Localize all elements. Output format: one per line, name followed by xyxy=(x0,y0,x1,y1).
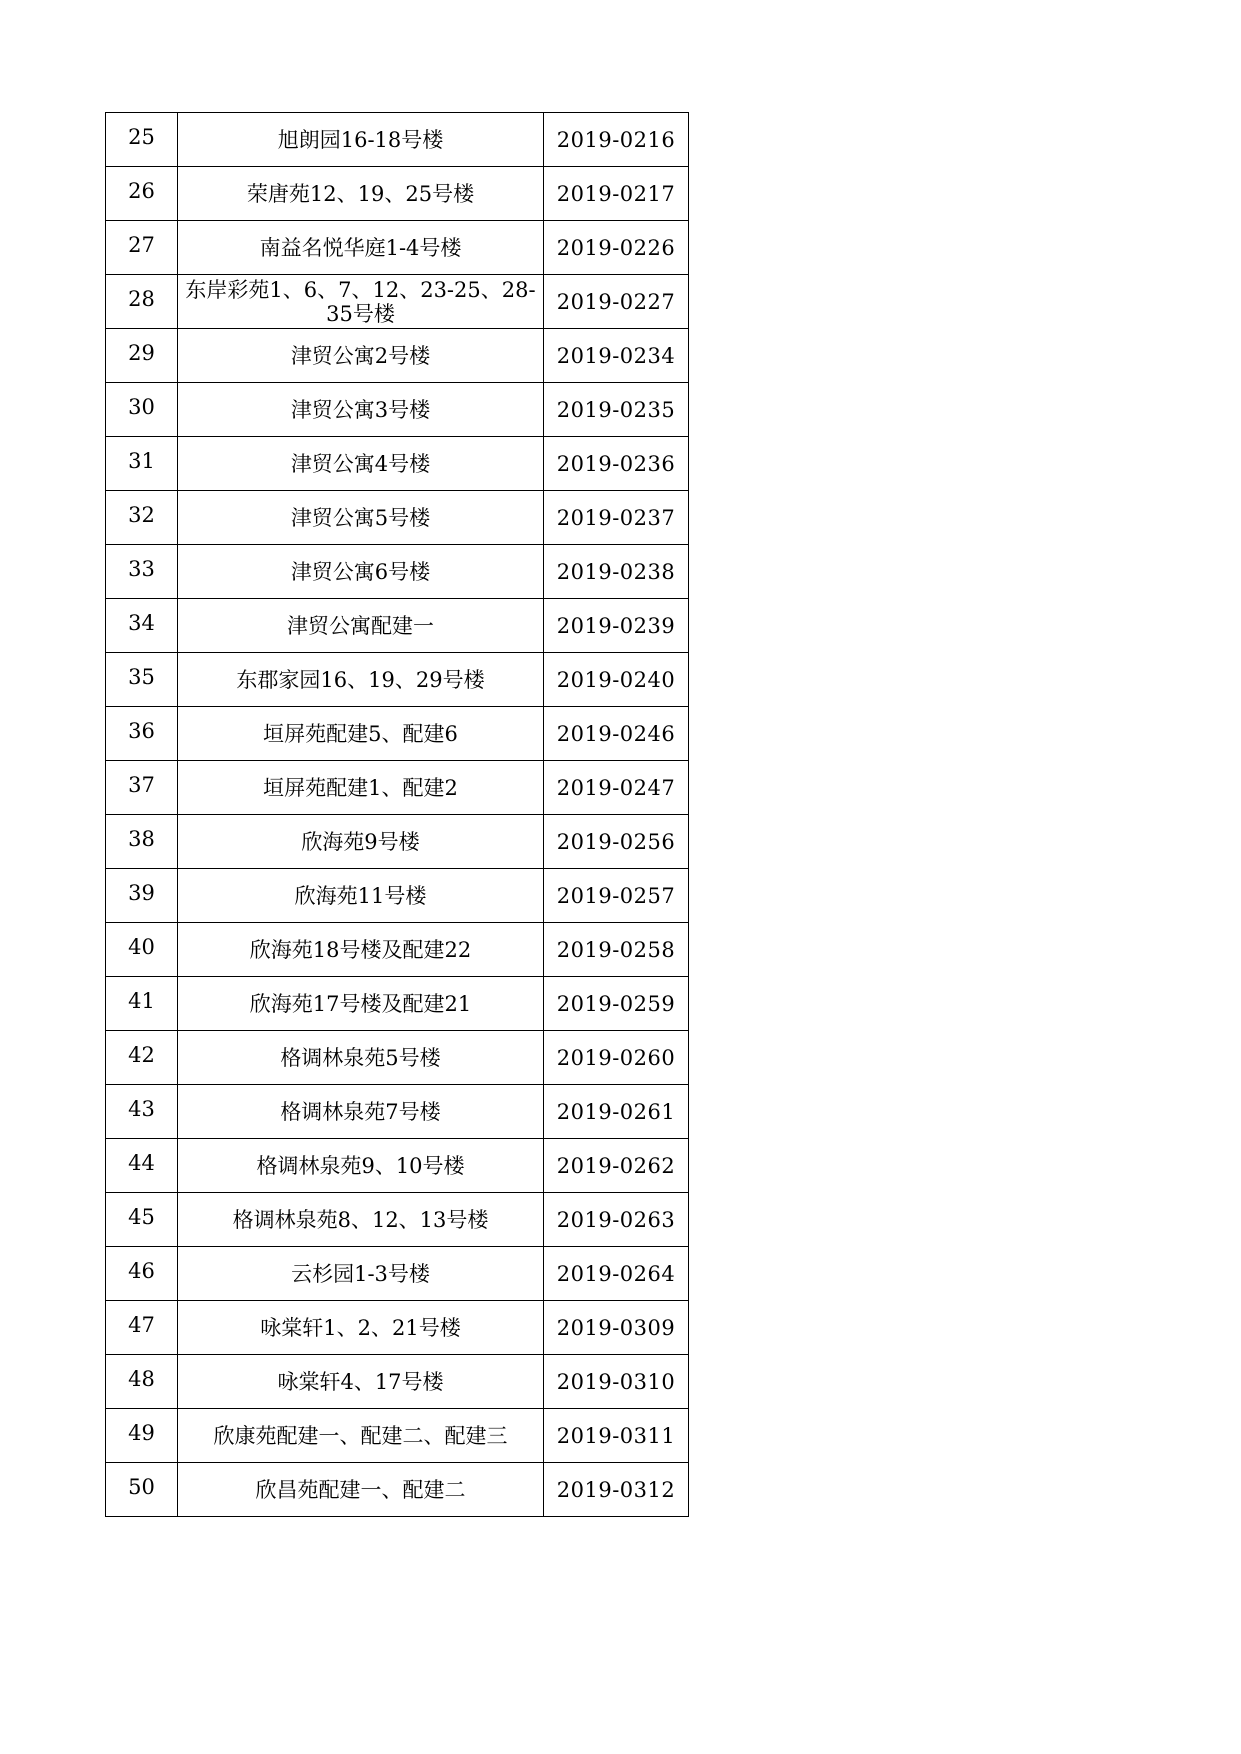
table-row xyxy=(106,599,689,653)
row-number: 27 xyxy=(106,221,178,275)
row-number: 31 xyxy=(106,437,178,491)
table-row xyxy=(106,329,689,383)
record-code: 2019-0226 xyxy=(544,221,689,275)
table-row xyxy=(106,923,689,977)
row-number: 35 xyxy=(106,653,178,707)
row-number: 46 xyxy=(106,1247,178,1301)
project-name: 津贸公寓3号楼 xyxy=(178,383,544,437)
row-number: 25 xyxy=(106,113,178,167)
project-name: 格调林泉苑9、10号楼 xyxy=(178,1139,544,1193)
project-name: 津贸公寓2号楼 xyxy=(178,329,544,383)
project-name: 旭朗园16-18号楼 xyxy=(178,113,544,167)
record-code: 2019-0234 xyxy=(544,329,689,383)
row-number: 47 xyxy=(106,1301,178,1355)
record-code: 2019-0259 xyxy=(544,977,689,1031)
project-name: 垣屏苑配建1、配建2 xyxy=(178,761,544,815)
project-name: 津贸公寓4号楼 xyxy=(178,437,544,491)
record-code: 2019-0239 xyxy=(544,599,689,653)
row-number: 43 xyxy=(106,1085,178,1139)
project-name: 欣昌苑配建一、配建二 xyxy=(178,1463,544,1517)
record-code: 2019-0246 xyxy=(544,707,689,761)
project-name: 欣海苑11号楼 xyxy=(178,869,544,923)
row-number: 34 xyxy=(106,599,178,653)
table-row xyxy=(106,113,689,167)
row-number: 45 xyxy=(106,1193,178,1247)
record-code: 2019-0264 xyxy=(544,1247,689,1301)
record-code: 2019-0217 xyxy=(544,167,689,221)
project-name: 津贸公寓配建一 xyxy=(178,599,544,653)
table-row xyxy=(106,1463,689,1517)
project-name: 南益名悦华庭1-4号楼 xyxy=(178,221,544,275)
record-code: 2019-0311 xyxy=(544,1409,689,1463)
record-code: 2019-0235 xyxy=(544,383,689,437)
row-number: 48 xyxy=(106,1355,178,1409)
project-name: 荣唐苑12、19、25号楼 xyxy=(178,167,544,221)
row-number: 41 xyxy=(106,977,178,1031)
record-code: 2019-0310 xyxy=(544,1355,689,1409)
table-row xyxy=(106,545,689,599)
table-row xyxy=(106,167,689,221)
record-code: 2019-0216 xyxy=(544,113,689,167)
row-number: 39 xyxy=(106,869,178,923)
project-name: 咏棠轩1、2、21号楼 xyxy=(178,1301,544,1355)
table-row xyxy=(106,1247,689,1301)
project-name: 云杉园1-3号楼 xyxy=(178,1247,544,1301)
project-name: 格调林泉苑8、12、13号楼 xyxy=(178,1193,544,1247)
table-row xyxy=(106,707,689,761)
project-name: 欣海苑17号楼及配建21 xyxy=(178,977,544,1031)
project-name: 东郡家园16、19、29号楼 xyxy=(178,653,544,707)
project-name: 格调林泉苑7号楼 xyxy=(178,1085,544,1139)
table-body xyxy=(106,113,689,1517)
row-number: 30 xyxy=(106,383,178,437)
record-code: 2019-0238 xyxy=(544,545,689,599)
table-row xyxy=(106,275,689,329)
data-table xyxy=(105,112,689,1517)
table-row xyxy=(106,1031,689,1085)
row-number: 37 xyxy=(106,761,178,815)
table-row xyxy=(106,1409,689,1463)
project-name: 欣海苑18号楼及配建22 xyxy=(178,923,544,977)
project-name: 咏棠轩4、17号楼 xyxy=(178,1355,544,1409)
record-code: 2019-0236 xyxy=(544,437,689,491)
row-number: 28 xyxy=(106,275,178,329)
table-row xyxy=(106,1193,689,1247)
project-name: 垣屏苑配建5、配建6 xyxy=(178,707,544,761)
table-row xyxy=(106,491,689,545)
table-row xyxy=(106,653,689,707)
record-code: 2019-0247 xyxy=(544,761,689,815)
row-number: 36 xyxy=(106,707,178,761)
table-row xyxy=(106,869,689,923)
record-code: 2019-0258 xyxy=(544,923,689,977)
record-code: 2019-0257 xyxy=(544,869,689,923)
table-row xyxy=(106,383,689,437)
record-code: 2019-0262 xyxy=(544,1139,689,1193)
row-number: 42 xyxy=(106,1031,178,1085)
table-row xyxy=(106,1085,689,1139)
record-code: 2019-0309 xyxy=(544,1301,689,1355)
project-name: 津贸公寓6号楼 xyxy=(178,545,544,599)
table-row xyxy=(106,761,689,815)
row-number: 40 xyxy=(106,923,178,977)
row-number: 29 xyxy=(106,329,178,383)
project-name: 东岸彩苑1、6、7、12、23-25、28-35号楼 xyxy=(178,275,544,329)
table-row xyxy=(106,437,689,491)
row-number: 38 xyxy=(106,815,178,869)
table-row xyxy=(106,815,689,869)
project-name: 津贸公寓5号楼 xyxy=(178,491,544,545)
row-number: 32 xyxy=(106,491,178,545)
project-name: 格调林泉苑5号楼 xyxy=(178,1031,544,1085)
table-row xyxy=(106,221,689,275)
row-number: 49 xyxy=(106,1409,178,1463)
project-name: 欣康苑配建一、配建二、配建三 xyxy=(178,1409,544,1463)
row-number: 26 xyxy=(106,167,178,221)
table-row xyxy=(106,1301,689,1355)
table-row xyxy=(106,977,689,1031)
record-code: 2019-0237 xyxy=(544,491,689,545)
record-code: 2019-0261 xyxy=(544,1085,689,1139)
record-code: 2019-0256 xyxy=(544,815,689,869)
row-number: 33 xyxy=(106,545,178,599)
table-row xyxy=(106,1139,689,1193)
record-code: 2019-0260 xyxy=(544,1031,689,1085)
row-number: 50 xyxy=(106,1463,178,1517)
project-name: 欣海苑9号楼 xyxy=(178,815,544,869)
record-code: 2019-0312 xyxy=(544,1463,689,1517)
row-number: 44 xyxy=(106,1139,178,1193)
table-row xyxy=(106,1355,689,1409)
record-code: 2019-0227 xyxy=(544,275,689,329)
record-code: 2019-0263 xyxy=(544,1193,689,1247)
record-code: 2019-0240 xyxy=(544,653,689,707)
